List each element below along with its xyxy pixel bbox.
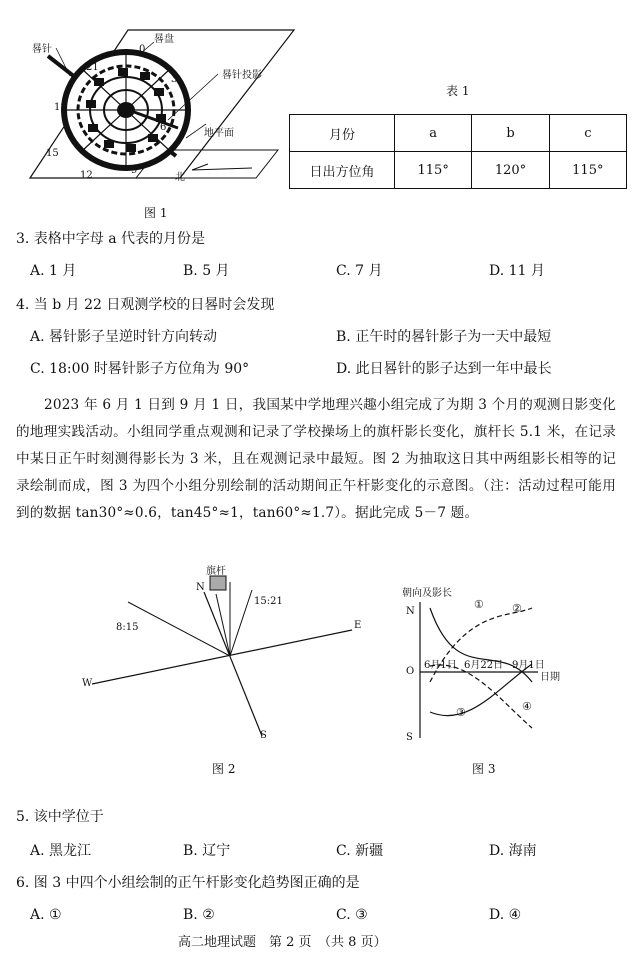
dial-number-12: 12	[80, 170, 93, 181]
table-cell: a	[395, 115, 472, 152]
curve-4-label: ④	[522, 700, 532, 713]
east-label: E	[354, 620, 362, 631]
question-4-option-a[interactable]: A. 晷针影子呈逆时针方向转动	[30, 329, 218, 345]
question-3-option-b[interactable]: B. 5 月	[183, 263, 230, 279]
table-cell: c	[549, 115, 626, 152]
y-axis-label: 朝向及影长	[402, 588, 452, 599]
question-6-option-b[interactable]: B. ②	[183, 907, 215, 923]
north-label: N	[406, 606, 415, 617]
passage-text: 2023 年 6 月 1 日到 9 月 1 日，我国某中学地理兴趣小组完成了为期 3 个月的观测日影变化的地理实践活动。小组同学重点观测和记录了学校操场上的旗杆影长变化，旗杆长 5.1 米，在记录中某日正午时刻测得影长为 3 米，且在观测记录中最短。图 2 为抽取这日其中两组影长相等的记录绘制而成，图 3 为四个小组分别绘制的活动期间正午杆影变化的示意图。（注：活动过程可能用到的数据 tan30°≈0.6，tan45°≈1，tan60°≈1.7）。据此完成 5－7 题。	[16, 397, 616, 521]
ground-label: 地平面	[204, 128, 234, 139]
question-6-option-c[interactable]: C. ③	[336, 907, 368, 923]
question-3-stem: 3. 表格中字母 a 代表的月份是	[16, 231, 206, 247]
dial-number-15: 15	[46, 148, 59, 159]
flagpole-marker	[210, 576, 226, 590]
date-label-sep1: 9月1日	[512, 660, 545, 671]
question-5-stem: 5. 该中学位于	[16, 809, 104, 825]
shadow-label: 晷针投影	[222, 70, 262, 81]
table-cell: 日出方位角	[290, 152, 395, 189]
table-row	[290, 152, 627, 189]
curve-4	[430, 665, 532, 728]
question-6-stem: 6. 图 3 中四个小组绘制的正午杆影变化趋势图正确的是	[16, 875, 360, 891]
date-label-jun22: 6月22日	[464, 660, 504, 671]
question-3-option-a[interactable]: A. 1 月	[30, 263, 77, 279]
table-cell: 115°	[395, 152, 472, 189]
noon-shadow-chart	[398, 578, 598, 778]
dial-number-0: 0	[139, 44, 146, 55]
curve-3-label: ③	[456, 706, 466, 719]
curve-2-label: ②	[512, 602, 522, 615]
south-label: S	[406, 732, 413, 743]
origin-label: O	[406, 666, 415, 677]
question-3-option-d[interactable]: D. 11 月	[489, 263, 545, 279]
figure-3-caption: 图 3	[472, 762, 496, 776]
shadow-diagram	[80, 560, 380, 780]
north-label: 北	[175, 172, 185, 183]
figure-1-caption: 图 1	[144, 206, 168, 220]
table-header-row	[290, 115, 627, 152]
table-1-caption: 表 1	[446, 84, 470, 98]
needle-label: 晷针	[32, 44, 52, 55]
question-3-option-c[interactable]: C. 7 月	[336, 263, 383, 279]
figure-2	[80, 560, 380, 780]
curve-1-label: ①	[474, 598, 484, 611]
question-4-option-b[interactable]: B. 正午时的晷针影子为一天中最短	[336, 329, 552, 345]
flagpole-label: 旗杆	[206, 566, 226, 577]
question-6-option-a[interactable]: A. ①	[30, 907, 62, 923]
dial-number-6: 6	[160, 122, 167, 133]
figure-1	[8, 28, 298, 228]
table-cell: 120°	[472, 152, 549, 189]
table-cell: b	[472, 115, 549, 152]
page-footer: 高二地理试题 第 2 页 （共 8 页）	[178, 935, 387, 950]
dial-number-3: 3	[171, 74, 178, 85]
x-axis-label: 日期	[540, 672, 560, 683]
question-6-option-d[interactable]: D. ④	[489, 907, 522, 923]
dial-number-18: 18	[54, 102, 67, 113]
date-label-jun1: 6月1日	[424, 660, 457, 671]
dial-number-21: 21	[86, 62, 99, 73]
north-label: N	[196, 582, 205, 593]
question-5-option-c[interactable]: C. 新疆	[336, 843, 384, 859]
question-4-stem: 4. 当 b 月 22 日观测学校的日晷时会发现	[16, 297, 275, 313]
south-label: S	[260, 730, 267, 741]
dial-number-9: 9	[131, 165, 138, 176]
question-5-option-b[interactable]: B. 辽宁	[183, 843, 231, 859]
dial-label: 晷盘	[154, 34, 174, 45]
time-label-morning: 8:15	[116, 622, 139, 633]
question-4-option-c[interactable]: C. 18:00 时晷针影子方位角为 90°	[30, 361, 250, 377]
figure-2-caption: 图 2	[212, 762, 236, 776]
question-5-option-a[interactable]: A. 黑龙江	[30, 843, 92, 859]
time-label-afternoon: 15:21	[254, 596, 283, 607]
sundial-illustration	[8, 28, 298, 228]
west-label: W	[82, 678, 93, 689]
table-cell: 月份	[290, 115, 395, 152]
figure-3	[398, 578, 598, 778]
question-4-option-d[interactable]: D. 此日晷针的影子达到一年中最长	[336, 361, 552, 377]
question-5-option-d[interactable]: D. 海南	[489, 843, 537, 859]
table-cell: 115°	[549, 152, 626, 189]
table-1	[289, 114, 627, 189]
